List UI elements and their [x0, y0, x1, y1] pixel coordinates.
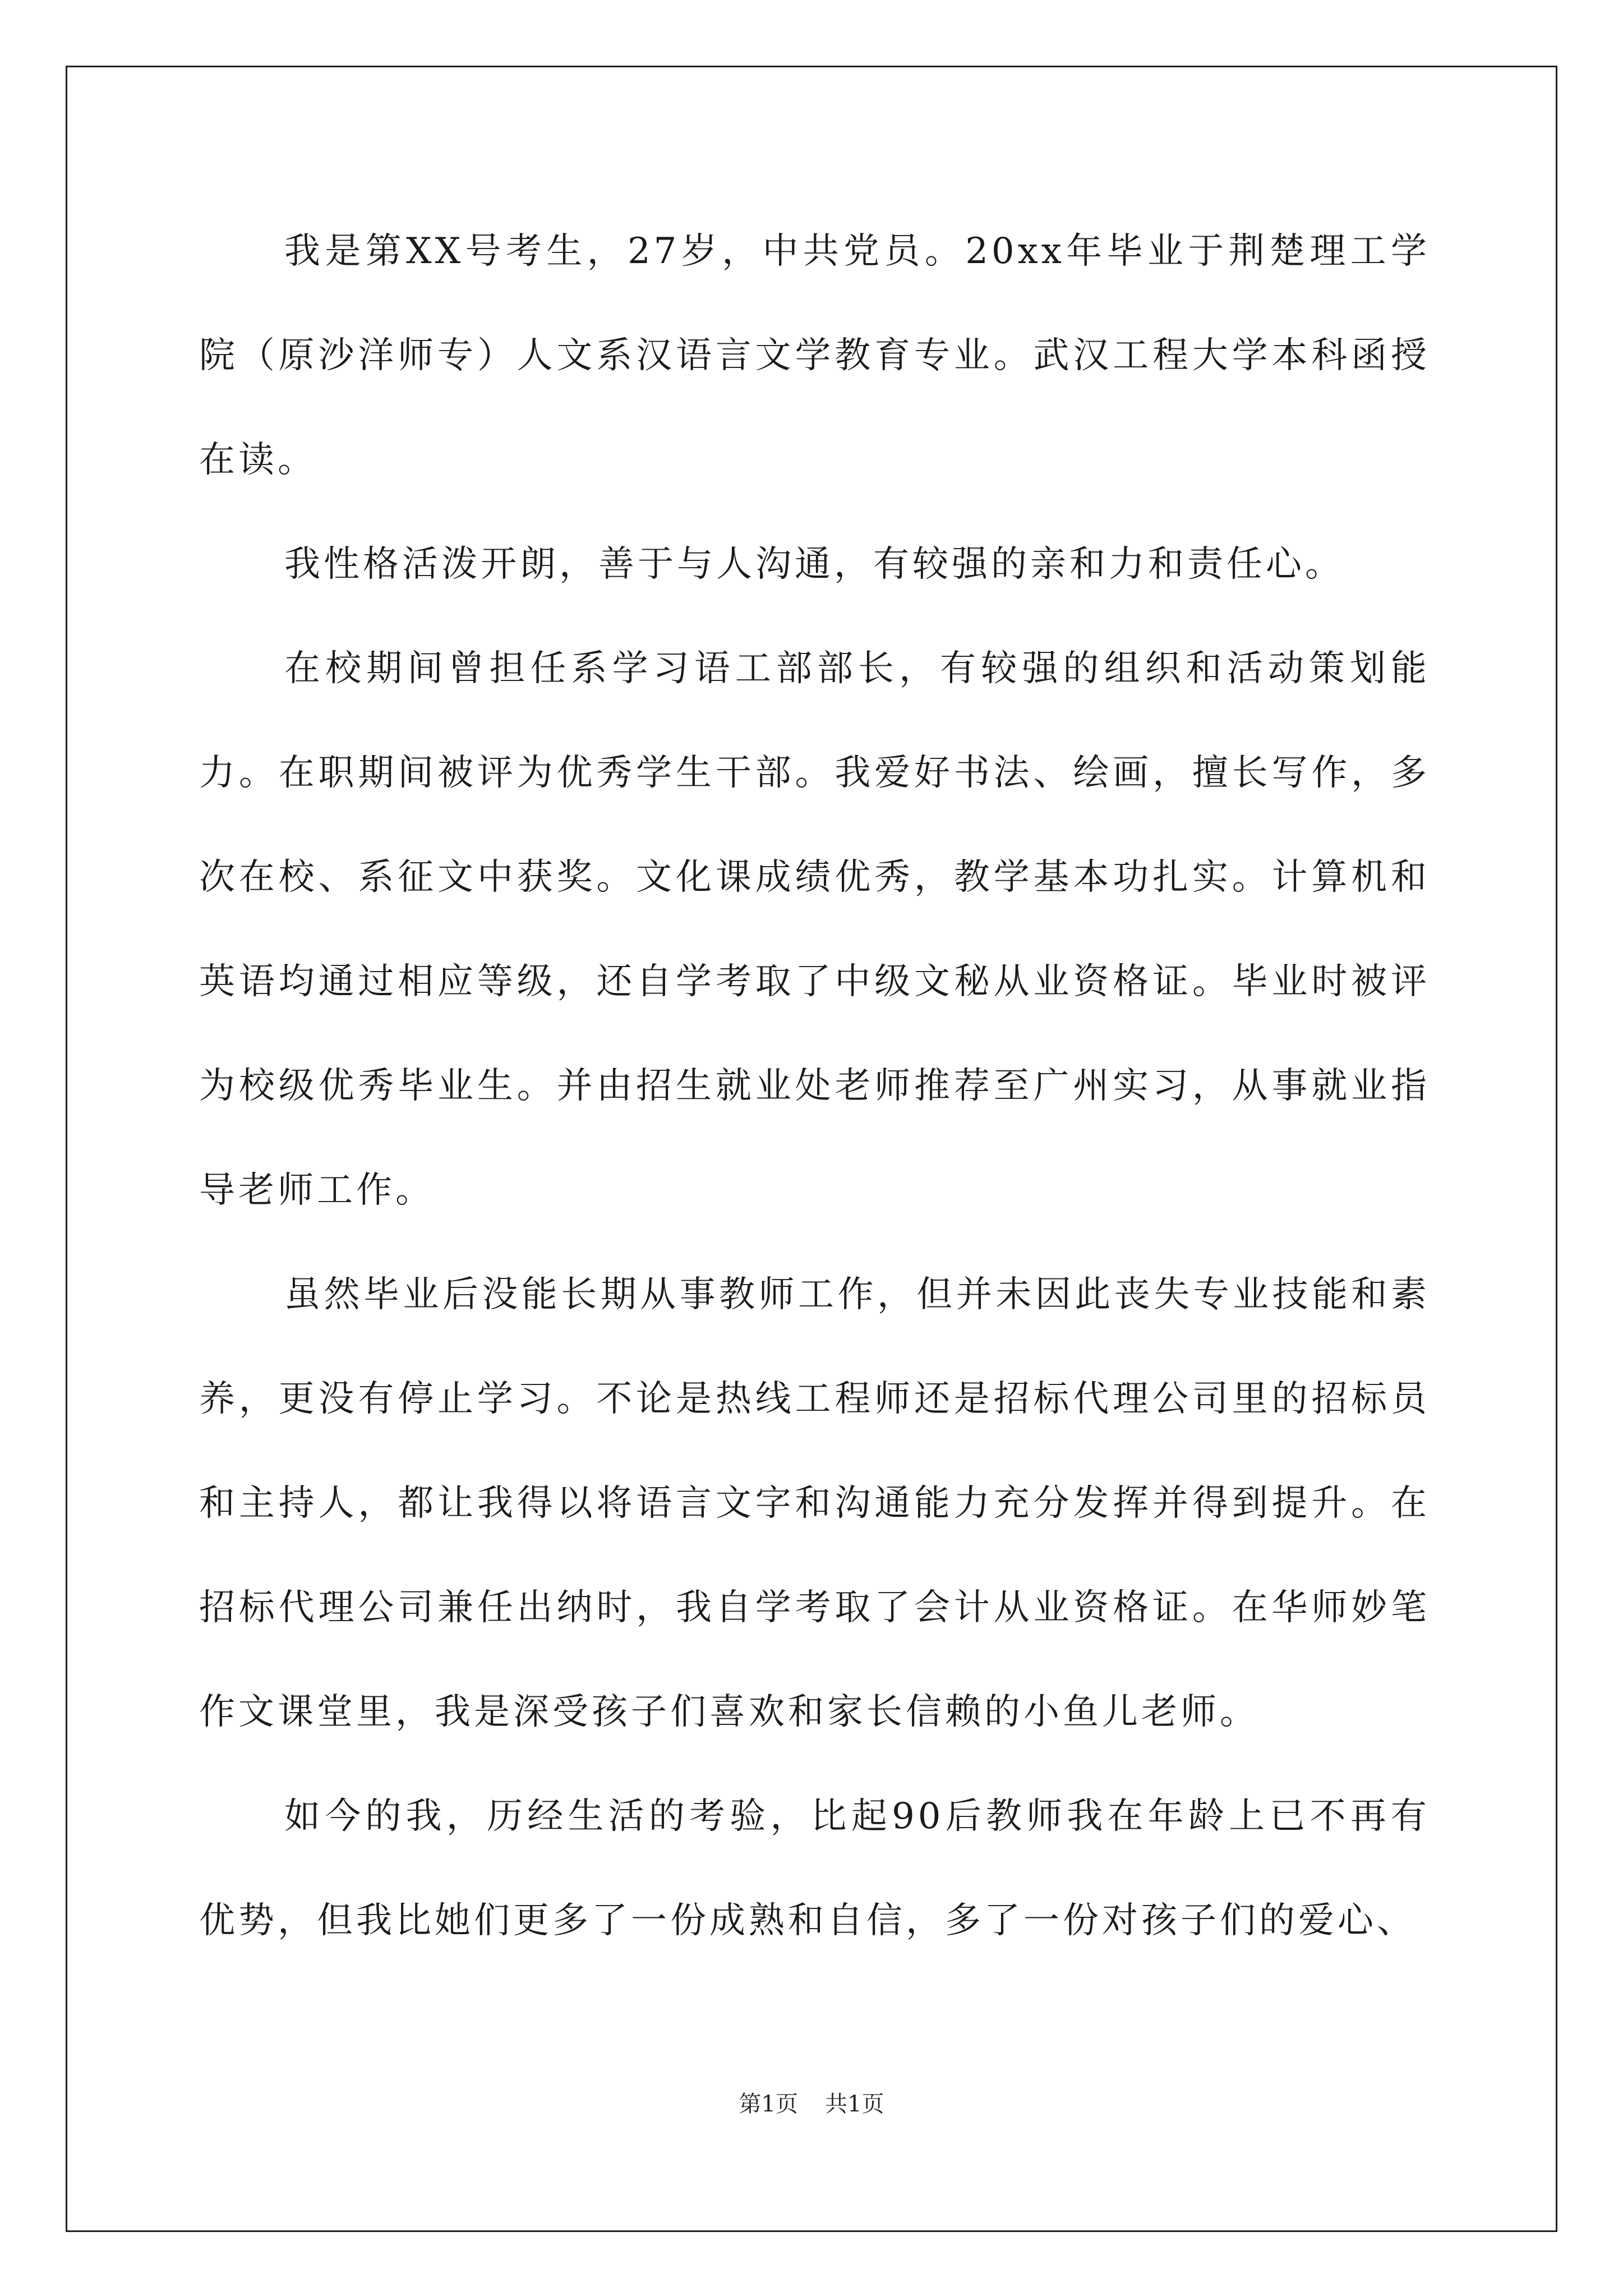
page-number: 第1页 — [739, 2091, 798, 2117]
page-total: 共1页 — [825, 2091, 884, 2117]
paragraph-school-experience: 在校期间曾担任系学习语工部部长，有较强的组织和活动策划能力。在职期间被评为优秀学生干部。我爱好书法、绘画，擅长写作，多次在校、系征文中获奖。文化课成绩优秀，教学基本功扎实。计算机和英语均通过相应等级，还自学考取了中级文秘从业资格证。毕业时被评为校级优秀毕业生。并由招生就业处老师推荐至广州实习，从事就业指导老师工作。 — [199, 648, 1430, 1211]
paragraph-work-experience: 虽然毕业后没能长期从事教师工作，但并未因此丧失专业技能和素养，更没有停止学习。不论是热线工程师还是招标代理公司里的招标员和主持人，都让我得以将语言文字和沟通能力充分发挥并得到提升。在招标代理公司兼任出纳时，我自学考取了会计从业资格证。在华师妙笔作文课堂里，我是深受孩子们喜欢和家长信赖的小鱼儿老师。 — [199, 1274, 1430, 1733]
paragraph-intro: 我是第XX号考生，27岁，中共党员。20xx年毕业于荆楚理工学院（原沙洋师专）人文系汉语言文学教育专业。武汉工程大学本科函授在读。 — [199, 231, 1430, 481]
paragraph-personality: 我性格活泼开朗，善于与人沟通，有较强的亲和力和责任心。 — [284, 544, 1344, 585]
page-footer — [0, 2090, 1623, 2118]
paragraph-current: 如今的我，历经生活的考验，比起90后教师我在年龄上已不再有优势，但我比她们更多了一份成熟和自信，多了一份对孩子们的爱心、 — [199, 1796, 1430, 1941]
document-body — [199, 199, 1430, 1973]
